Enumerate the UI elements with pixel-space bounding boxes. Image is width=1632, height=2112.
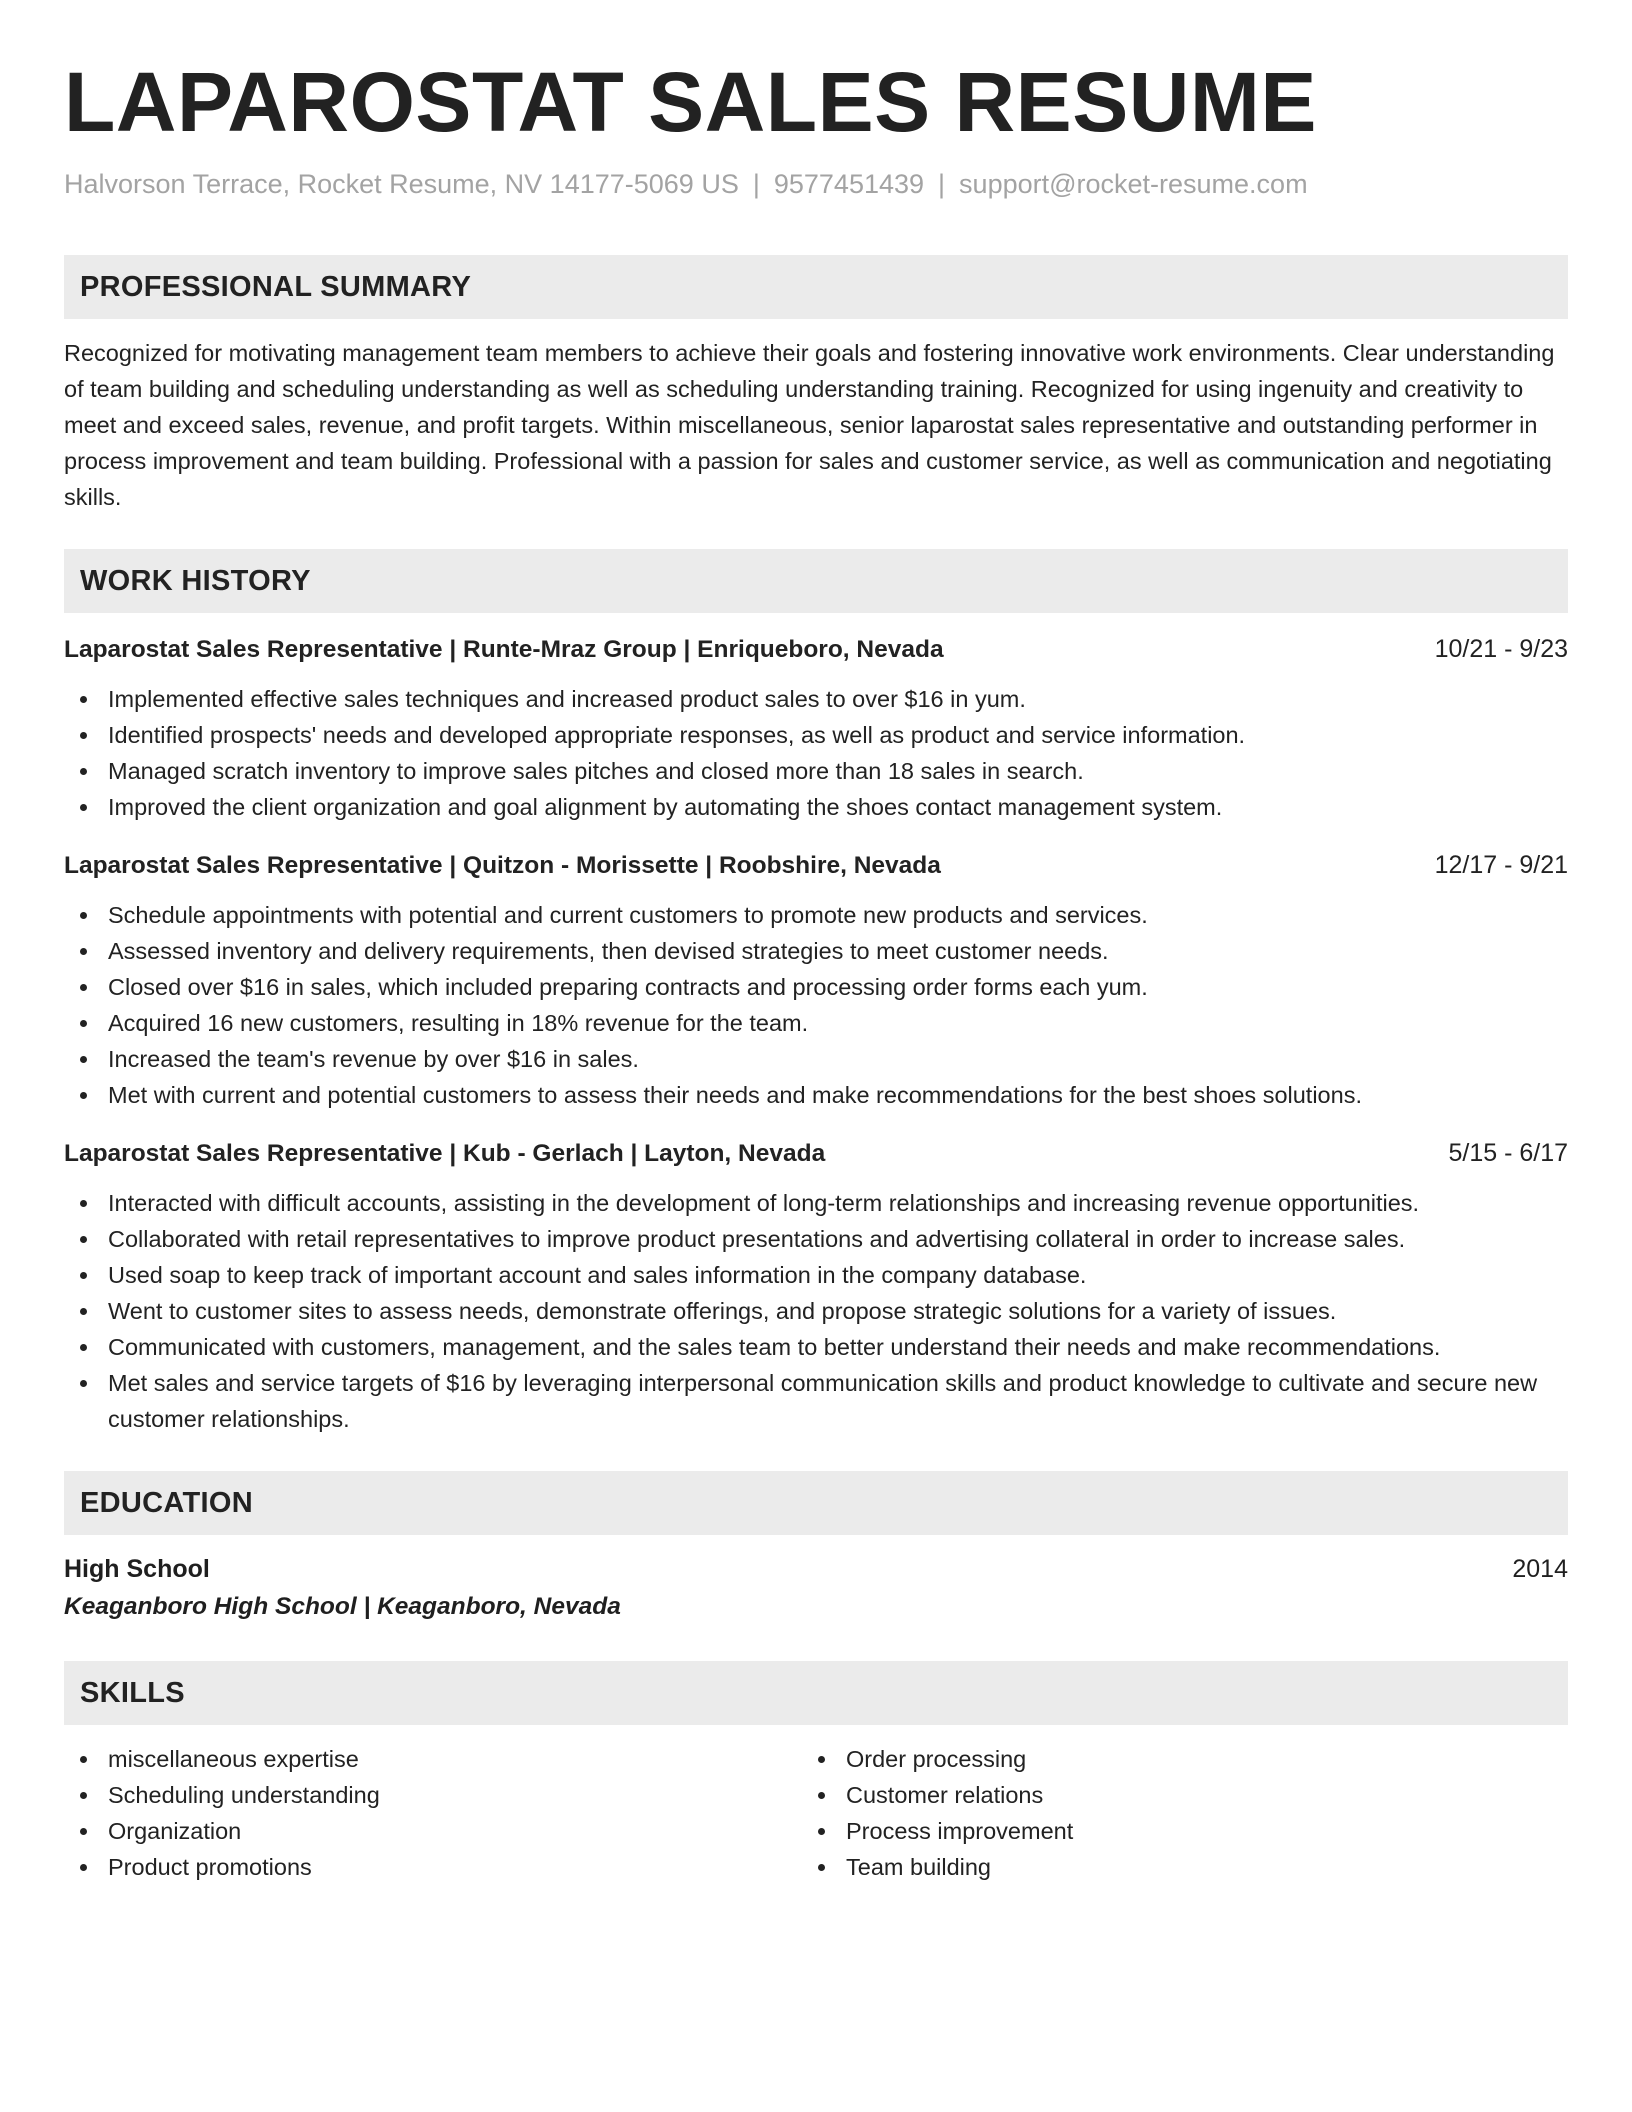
resume-name: LAPAROSTAT SALES RESUME: [64, 55, 1317, 149]
job-bullet: Implemented effective sales techniques and increased product sales to over $16 in yum.: [64, 681, 1568, 717]
job-bullet: Went to customer sites to assess needs, demonstrate offerings, and propose strategic solutions for a variety of issues.: [64, 1293, 1568, 1329]
section-header-summary: PROFESSIONAL SUMMARY: [64, 255, 1568, 319]
contact-line: [64, 164, 1568, 204]
job-bullet: Met with current and potential customers to assess their needs and make recommendations for the best shoes solutions.: [64, 1077, 1568, 1113]
job-bullet: Managed scratch inventory to improve sales pitches and closed more than 18 sales in search.: [64, 753, 1568, 789]
job-dates: 10/21 - 9/23: [1434, 635, 1568, 663]
education-school: Keaganboro High School | Keaganboro, Nevada: [64, 1593, 621, 1620]
job-title: Laparostat Sales Representative | Quitzon - Morissette | Roobshire, Nevada: [64, 852, 941, 879]
job-bullet-list: [64, 681, 1568, 825]
skill-item: Organization: [64, 1813, 802, 1849]
education-header: [64, 1551, 1568, 1587]
skills-column-left: [64, 1741, 802, 1885]
skill-item: Scheduling understanding: [64, 1777, 802, 1813]
skills-column-right: [802, 1741, 1568, 1885]
job-bullet: Identified prospects' needs and developed appropriate responses, as well as product and service information.: [64, 717, 1568, 753]
skills-list: [64, 1741, 1568, 1885]
skill-item: Customer relations: [802, 1777, 1568, 1813]
job-bullet: Collaborated with retail representatives to improve product presentations and advertising collateral in order to increase sales.: [64, 1221, 1568, 1257]
job-header: [64, 847, 1568, 883]
contact-address: Halvorson Terrace, Rocket Resume, NV 14177-5069 US: [64, 169, 739, 199]
job-bullet: Schedule appointments with potential and current customers to promote new products and services.: [64, 897, 1568, 933]
job-bullet: Increased the team's revenue by over $16 in sales.: [64, 1041, 1568, 1077]
contact-separator: |: [938, 169, 946, 199]
job-bullet: Acquired 16 new customers, resulting in 18% revenue for the team.: [64, 1005, 1568, 1041]
job-bullet: Used soap to keep track of important account and sales information in the company database.: [64, 1257, 1568, 1293]
job-header: [64, 631, 1568, 667]
job-bullet: Closed over $16 in sales, which included preparing contracts and processing order forms each yum.: [64, 969, 1568, 1005]
education-year: 2014: [1512, 1555, 1568, 1583]
job-bullet: Met sales and service targets of $16 by leveraging interpersonal communication skills and product knowledge to cultivate and secure new customer relationships.: [64, 1365, 1568, 1437]
contact-email: support@rocket-resume.com: [959, 169, 1308, 199]
skill-item: Product promotions: [64, 1849, 802, 1885]
job-entry: [64, 631, 1568, 825]
skill-item: Process improvement: [802, 1813, 1568, 1849]
job-bullet-list: [64, 1185, 1568, 1437]
job-dates: 12/17 - 9/21: [1434, 851, 1568, 879]
skill-item: miscellaneous expertise: [64, 1741, 802, 1777]
job-entry: [64, 847, 1568, 1113]
skill-item: Order processing: [802, 1741, 1568, 1777]
contact-separator: |: [752, 169, 760, 199]
education-degree: High School: [64, 1555, 210, 1583]
section-header-skills: SKILLS: [64, 1661, 1568, 1725]
section-header-work-history: WORK HISTORY: [64, 549, 1568, 613]
skill-item: Team building: [802, 1849, 1568, 1885]
job-bullet: Interacted with difficult accounts, assisting in the development of long-term relationships and increasing revenue opportunities.: [64, 1185, 1568, 1221]
job-bullet: Assessed inventory and delivery requirements, then devised strategies to meet customer needs.: [64, 933, 1568, 969]
job-entry: [64, 1135, 1568, 1437]
job-bullet: Communicated with customers, management, and the sales team to better understand their needs and make recommendations.: [64, 1329, 1568, 1365]
job-title: Laparostat Sales Representative | Runte-Mraz Group | Enriqueboro, Nevada: [64, 636, 944, 663]
summary-text: Recognized for motivating management team members to achieve their goals and fostering innovative work environments. Clear understanding of team building and scheduling understanding as well as scheduling understanding training. Recognized for using ingenuity and creativity to meet and exceed sales, revenue, and profit targets. Within miscellaneous, senior laparostat sales representative and outstanding performer in process improvement and team building. Professional with a passion for sales and customer service, as well as communication and negotiating skills.: [64, 340, 1555, 510]
job-bullet-list: [64, 897, 1568, 1113]
section-header-education: EDUCATION: [64, 1471, 1568, 1535]
education-entry: [64, 1551, 1568, 1625]
job-title: Laparostat Sales Representative | Kub - Gerlach | Layton, Nevada: [64, 1140, 826, 1167]
job-dates: 5/15 - 6/17: [1448, 1139, 1568, 1167]
contact-phone: 9577451439: [773, 169, 925, 199]
job-bullet: Improved the client organization and goal alignment by automating the shoes contact management system.: [64, 789, 1568, 825]
job-header: [64, 1135, 1568, 1171]
